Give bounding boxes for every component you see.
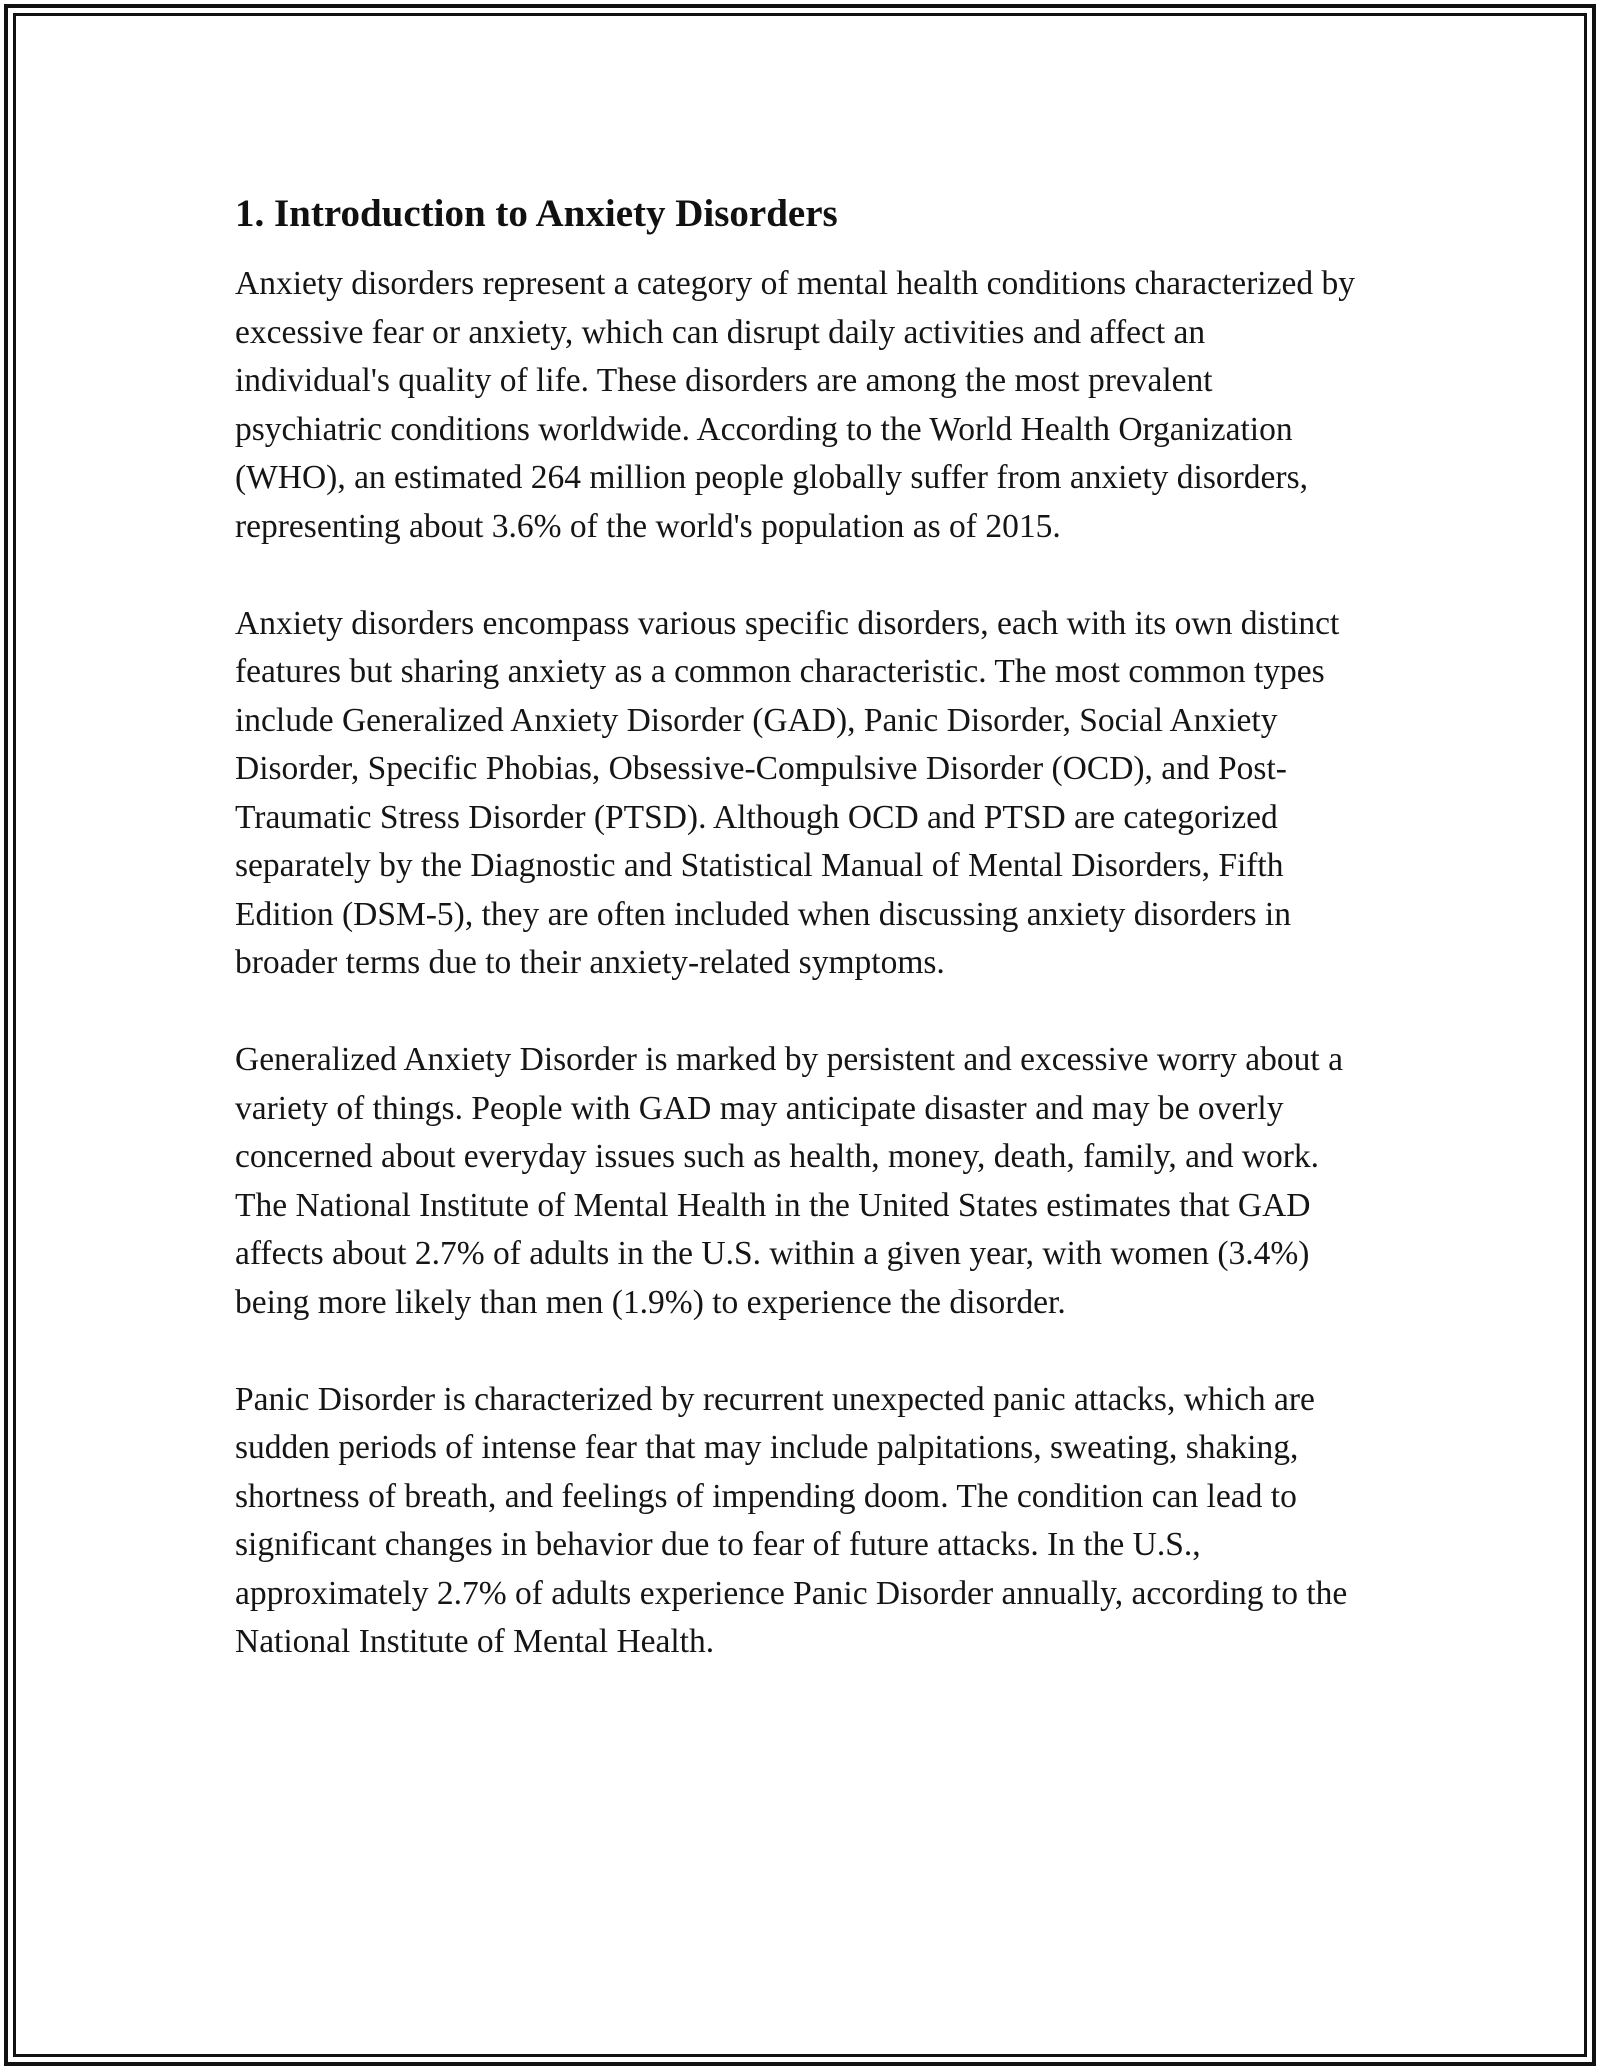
paragraph-panic-disorder: Panic Disorder is characterized by recurrent unexpected panic attacks, which are sudden periods of intense fear that may include palpitations, sweating, shaking, shortness of breath, and feelings of impending doom. The condition can lead to significant changes in behavior due to fear of future attacks. In the U.S., approximately 2.7% of adults experience Panic Disorder annually, according to the National Institute of Mental Health. bbox=[235, 1380, 1348, 1660]
paragraph-intro: Anxiety disorders represent a category of mental health conditions characterized by excessive fear or anxiety, which can disrupt daily activities and affect an individual's quality of life. These disorders are among the most prevalent psychiatric conditions worldwide. According to the World Health Organization (WHO), an estimated 264 million people globally suffer from anxiety disorders, representing about 3.6% of the world's population as of 2015. bbox=[235, 265, 1355, 545]
paragraph-gad: Generalized Anxiety Disorder is marked by persistent and excessive worry about a variety of things. People with GAD may anticipate disaster and may be overly concerned about everyday issues such as health, money, death, family, and work. The National Institute of Mental Health in the United States estimates that GAD affects about 2.7% of adults in the U.S. within a given year, with women (3.4%) being more likely than men (1.9%) to experience the disorder. bbox=[235, 1041, 1343, 1321]
paragraph-types: Anxiety disorders encompass various specific disorders, each with its own distinct features but sharing anxiety as a common characteristic. The most common types include Generalized Anxiety Disorder (GAD), Panic Disorder, Social Anxiety Disorder, Specific Phobias, Obsessive-Compulsive Disorder (OCD), and Post-Traumatic Stress Disorder (PTSD). Although OCD and PTSD are categorized separately by the Diagnostic and Statistical Manual of Mental Disorders, Fifth Edition (DSM-5), they are often included when discussing anxiety disorders in broader terms due to their anxiety-related symptoms. bbox=[235, 604, 1340, 981]
document-body bbox=[235, 186, 1365, 1715]
section-heading: 1. Introduction to Anxiety Disorders bbox=[235, 192, 838, 235]
